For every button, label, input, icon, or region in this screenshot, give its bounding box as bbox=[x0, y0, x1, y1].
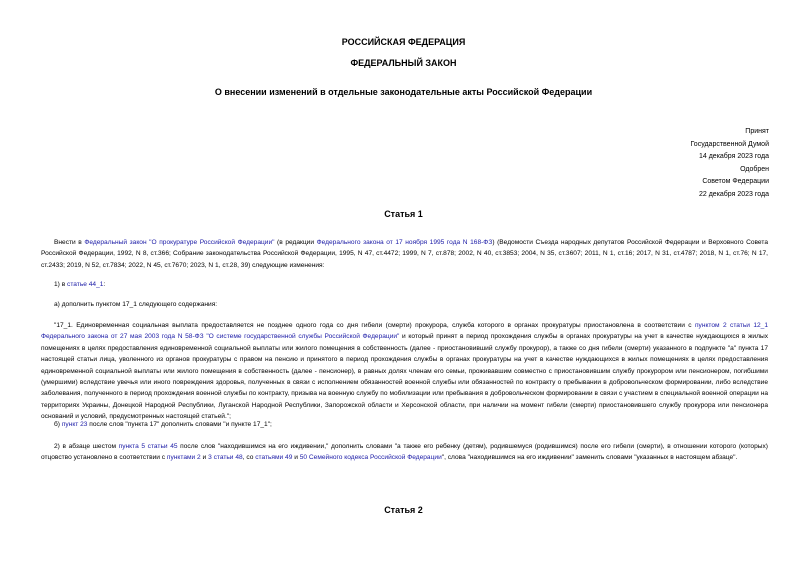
text: и bbox=[292, 454, 300, 462]
text: б) bbox=[54, 421, 62, 428]
text: ) (Ведомости Съезда народных депутатов Российской Федерации и Верховного Совета Российской Федерации, 1992, N 8, ст.366; Собрание законодательства Российской Федерации, 1995, N 47, ст.4472; 1999, N 7, ст.878; 2002, N 40, ст.3853; 2004, N 35, ст.3607; 2011, N 1, ст.16; 2017, N 31, ст.4787; 2018, N 1, ст.76; N 17, ст.2433; 2019, N 52, ст.7834; 2022, N 45, ст.7670; 2023, N 1, ст.28, 39) следующие изменения: bbox=[41, 239, 768, 269]
text: "17_1. Единовременная социальная выплата предоставляется не позднее одного года со дня гибели (смерти) прокурора, служба которого в органах прокуратуры приостановлена в соответствии с bbox=[54, 322, 695, 329]
article-1-paragraph bbox=[41, 299, 768, 310]
text: Внести в bbox=[54, 239, 85, 246]
law-link[interactable]: статье 44_1 bbox=[67, 281, 104, 288]
text: , со bbox=[242, 454, 256, 462]
country-heading: РОССИЙСКАЯ ФЕДЕРАЦИЯ bbox=[341, 37, 466, 47]
adoption-line: 22 декабря 2023 года bbox=[698, 190, 769, 198]
law-link[interactable]: пункт 23 bbox=[61, 421, 88, 428]
adoption-line: Государственной Думой bbox=[690, 140, 769, 148]
text: и bbox=[200, 454, 209, 462]
text: 2) в абзаце шестом bbox=[54, 443, 119, 450]
text: ", слова "находившимся на его иждивении" заменить словами "указанных в настоящем абзаце". bbox=[441, 454, 738, 462]
text: и который принят в период прохождения службы в органах прокуратуры на учет в качестве нуждающихся в жилых помещениях в целях предоставления единовременной социальной выплаты или жилого помещения в собственность (далее - приостановивший службу прокурор), а также со дня гибели (смерти) указанного в подпункте "а" пункта 17 настоящей статьи лица, уволенного из органов прокуратуры с правом на пенсию и принятого в период прохождения службы в органах прокуратуры на учет в качестве нуждающихся в жилых помещениях в целях предоставления единовременной социальной выплаты или жилого помещения в собственность (далее - пенсионер), в равных долях членам его семьи, проживавшим совместно с приостановившим службу прокурором или пенсионером, погибшими (умершими) вследствие увечья или иного повреждения здоровья, полученных в связи с исполнением обязанностей военной службы или обязанностей по контракту о пребывании в добровольческом формировании, либо вследствие заболевания, полученного в период прохождения военной службы по контракту, призыва на военную службу по мобилизации или пребывания в добровольческом формировании в связи с участием в специальной военной операции на территориях Украины, Донецкой Народной Республики, Луганской Народной Республики, Запорожской области и Херсонской области, при наличии на момент гибели (смерти) приостановившего службу прокурора или пенсионера оснований и условий, предусмотренных настоящей статьей."; bbox=[41, 333, 768, 421]
text: : bbox=[103, 281, 106, 288]
text: (в редакции bbox=[274, 239, 317, 246]
article-1-paragraph bbox=[41, 320, 768, 423]
law-link[interactable]: статьями 49 bbox=[255, 454, 293, 462]
law-link[interactable]: Федеральный закон "О прокуратуре Российской Федерации" bbox=[84, 239, 275, 246]
law-link[interactable]: пунктом 2 статьи 12_1 Федерального закона от 27 мая 2003 года N 58-ФЗ "О системе государственной службы Российской Федерации" bbox=[41, 322, 768, 341]
law-link[interactable]: 3 статьи 48 bbox=[208, 454, 243, 462]
adoption-block bbox=[690, 126, 769, 202]
law-link[interactable]: Федерального закона от 17 ноября 1995 года N 168-ФЗ bbox=[316, 239, 493, 246]
text: после слов "находившимся на его иждивении," дополнить словами "а также его ребенку (детям), родившемуся (родившимся) после его гибели (смерти), в отношении которого (которых) отцовство установлено в соответствии с bbox=[41, 443, 769, 462]
article-2-heading: Статья 2 bbox=[384, 505, 423, 515]
article-1-paragraph bbox=[41, 419, 768, 430]
adoption-line: Одобрен bbox=[740, 165, 769, 173]
law-link[interactable]: 50 Семейного кодекса Российской Федерации bbox=[299, 454, 442, 462]
text: а) дополнить пунктом 17_1 следующего содержания: bbox=[54, 301, 218, 308]
law-link[interactable]: пункта 5 статьи 45 bbox=[118, 443, 178, 450]
law-title: О внесении изменений в отдельные законодательные акты Российской Федерации bbox=[214, 87, 593, 97]
text: после слов "пункта 17" дополнить словами "и пункте 17_1"; bbox=[87, 421, 272, 428]
article-1-paragraph bbox=[41, 279, 768, 290]
law-link[interactable]: пунктами 2 bbox=[166, 454, 201, 462]
law-type-heading: ФЕДЕРАЛЬНЫЙ ЗАКОН bbox=[350, 58, 457, 68]
adoption-line: Советом Федерации bbox=[702, 178, 769, 186]
adoption-line: 14 декабря 2023 года bbox=[698, 153, 769, 161]
article-1-heading: Статья 1 bbox=[384, 209, 423, 219]
adoption-line: Принят bbox=[745, 128, 769, 135]
article-1-paragraph bbox=[41, 237, 768, 271]
text: 1) в bbox=[54, 281, 68, 288]
article-1-paragraph bbox=[41, 441, 768, 464]
